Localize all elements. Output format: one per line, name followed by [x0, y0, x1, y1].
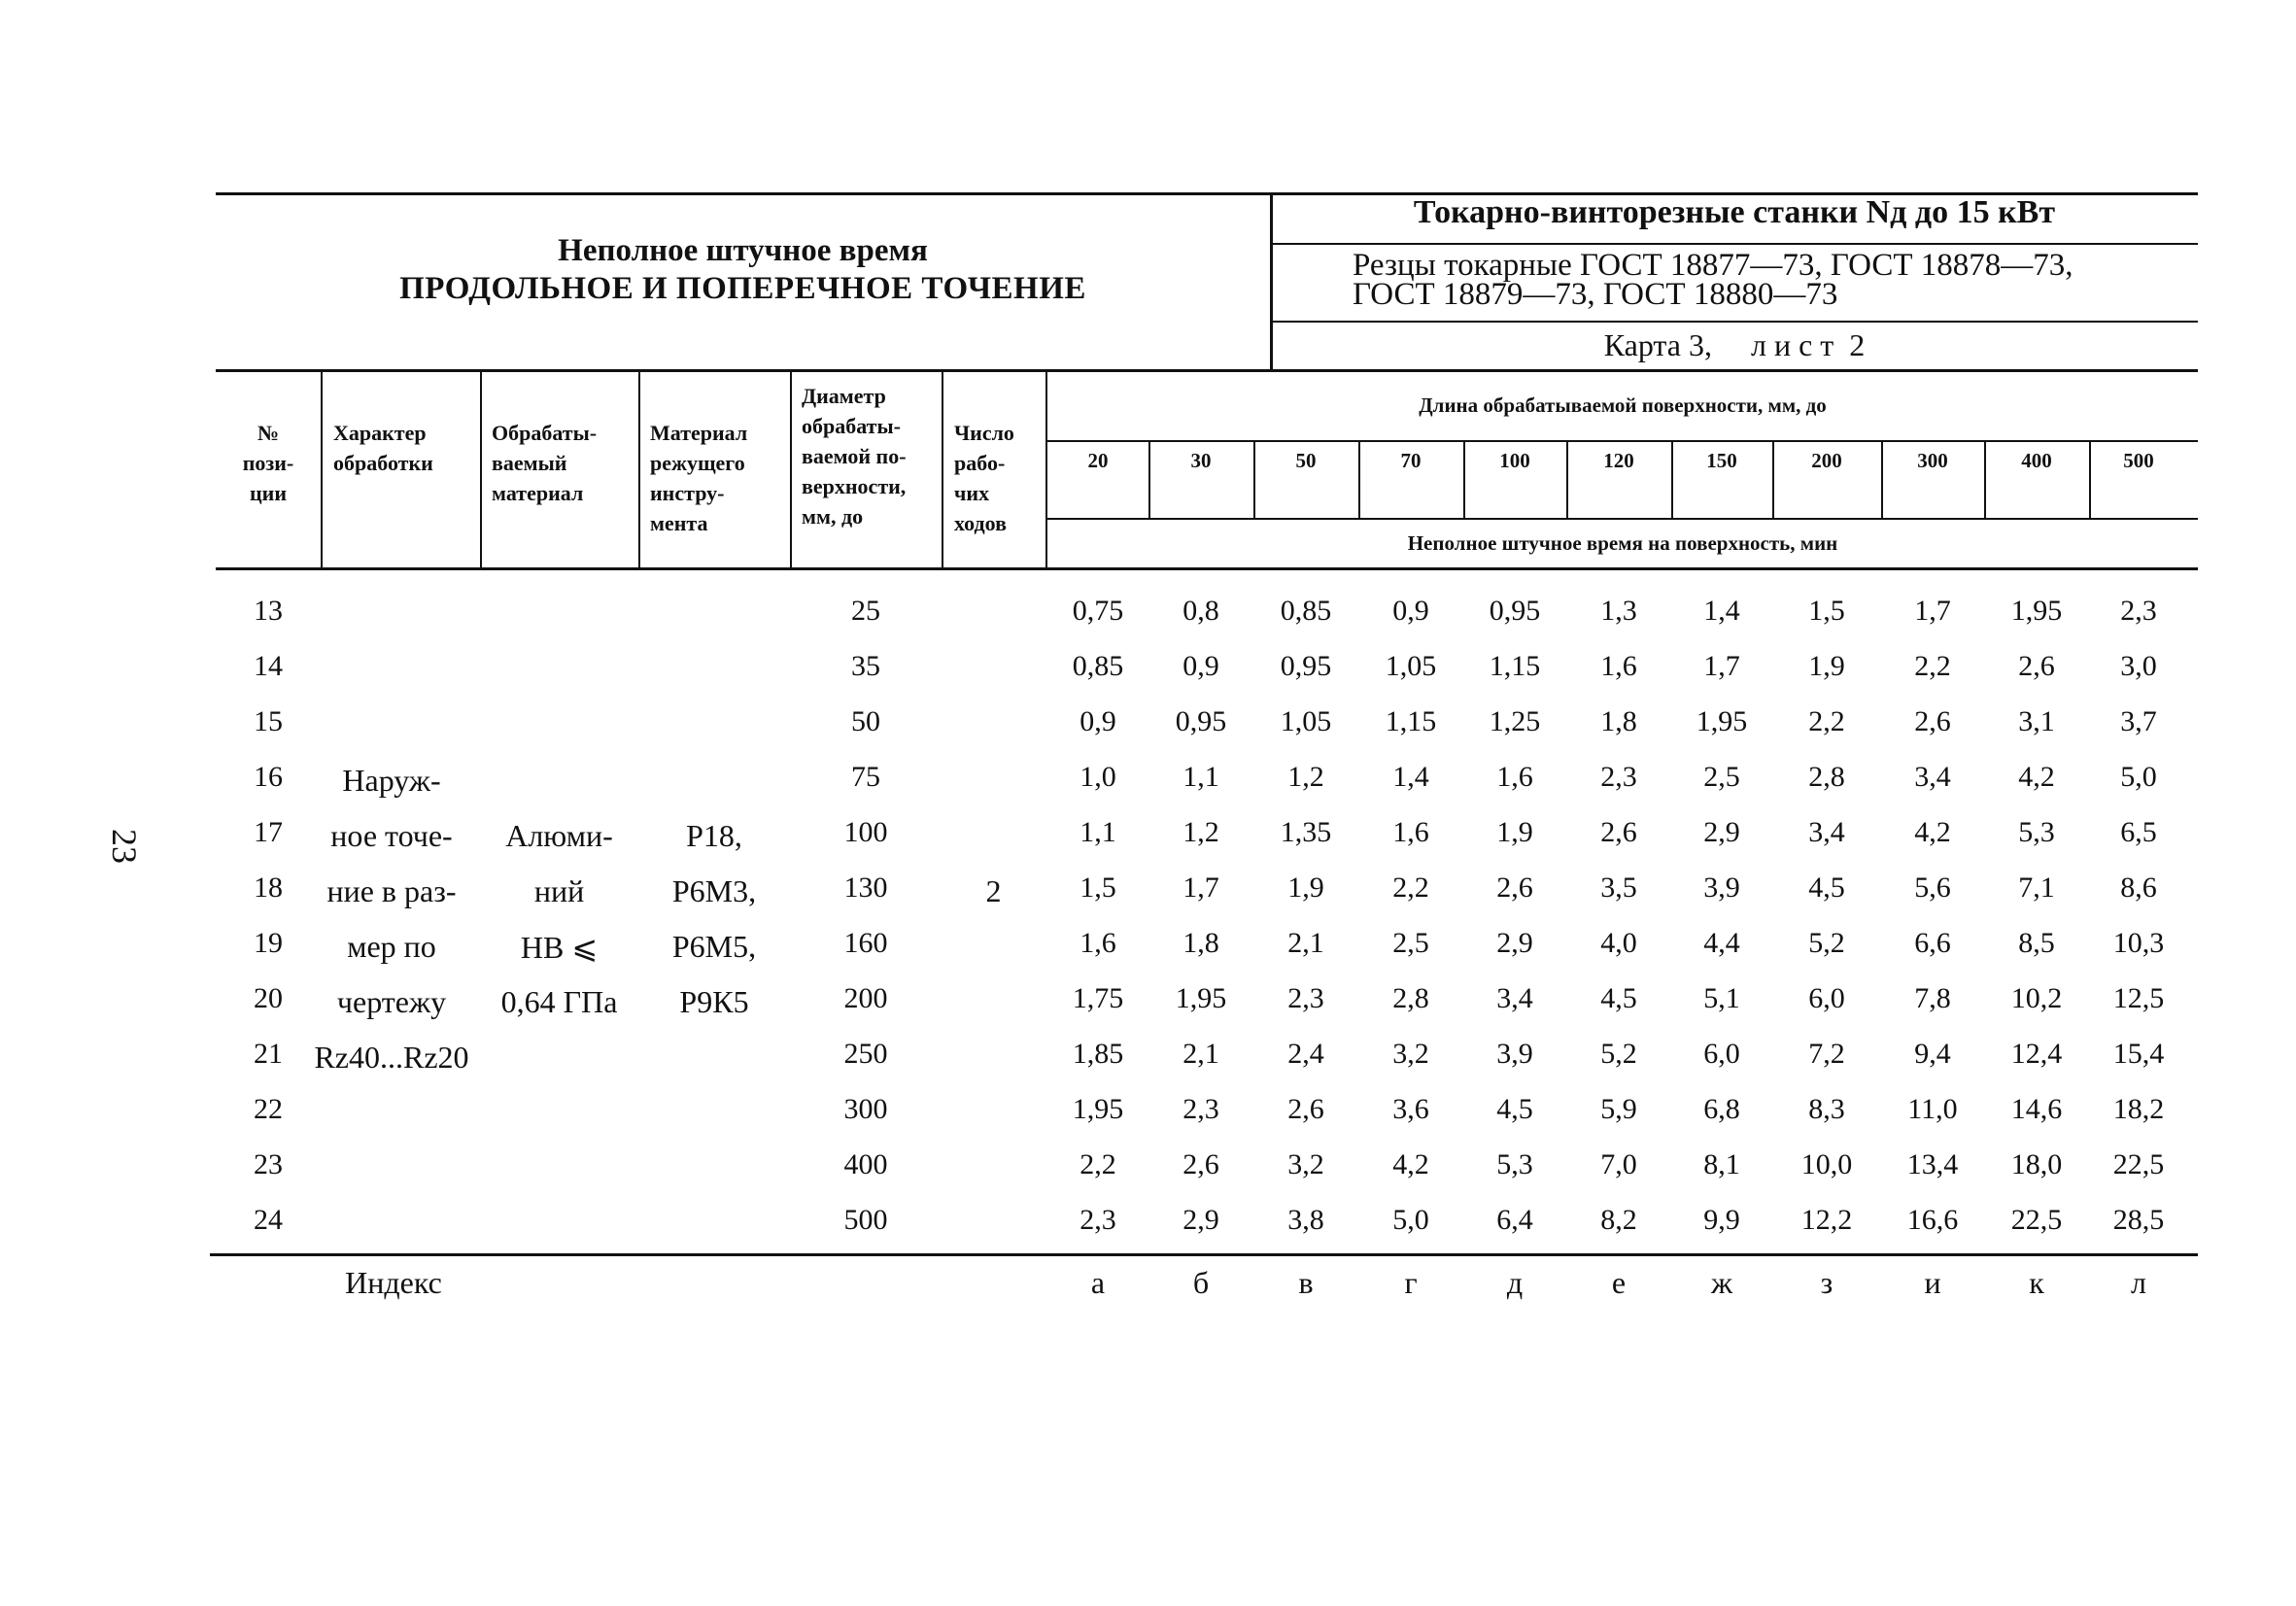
- passes-cell: 2: [985, 873, 1002, 908]
- time-cell: 10,0: [1800, 1148, 1853, 1180]
- time-cell: 1,8: [1600, 705, 1637, 737]
- time-cell: 1,35: [1280, 816, 1332, 848]
- time-cell: 5,3: [2018, 816, 2055, 848]
- time-cell: 15,4: [2112, 1038, 2165, 1070]
- position-cell: 24: [254, 1204, 283, 1236]
- time-cell: 6,4: [1496, 1204, 1533, 1236]
- col-processing: Характер обработки: [333, 421, 433, 475]
- time-cell: 0,95: [1489, 595, 1541, 627]
- time-cell: 1,15: [1489, 650, 1541, 682]
- time-cell: 22,5: [2112, 1148, 2165, 1180]
- diameter-cell: 35: [851, 650, 880, 682]
- index-letter: д: [1506, 1265, 1524, 1300]
- index-letter: ж: [1710, 1265, 1733, 1300]
- position-cell: 18: [254, 871, 283, 904]
- time-cell: 1,6: [1600, 650, 1637, 682]
- index-letter: в: [1298, 1265, 1314, 1300]
- time-cell: 5,3: [1496, 1148, 1533, 1180]
- time-cell: 1,7: [1182, 871, 1219, 904]
- page-number: 23: [105, 829, 144, 864]
- time-cell: 0,75: [1072, 595, 1124, 627]
- diameter-cell: 100: [843, 816, 888, 848]
- length-header: 300: [1917, 449, 1948, 472]
- index-letter: з: [1820, 1265, 1833, 1300]
- length-header: 400: [2021, 449, 2052, 472]
- time-cell: 5,2: [1808, 927, 1845, 959]
- time-cell: 2,6: [1182, 1148, 1219, 1180]
- time-cell: 4,5: [1808, 871, 1845, 904]
- time-cell: 8,2: [1600, 1204, 1637, 1236]
- position-cell: 16: [254, 761, 283, 793]
- time-cell: 4,5: [1496, 1093, 1533, 1125]
- time-cell: 4,2: [1392, 1148, 1429, 1180]
- index-letter: а: [1090, 1265, 1106, 1300]
- time-cell: 1,5: [1808, 595, 1845, 627]
- time-cell: 1,75: [1072, 982, 1124, 1014]
- time-cell: 1,95: [1696, 705, 1748, 737]
- col-sep: [321, 372, 323, 568]
- time-cell: 1,1: [1182, 761, 1219, 793]
- time-cell: 2,6: [1914, 705, 1951, 737]
- tools-line2: ГОСТ 18879—73, ГОСТ 18880—73: [1353, 277, 1838, 312]
- time-cell: 3,2: [1392, 1038, 1429, 1070]
- col-position: № пози- ции: [242, 421, 294, 505]
- time-cell: 3,7: [2120, 705, 2157, 737]
- time-cell: 3,5: [1600, 871, 1637, 904]
- time-cell: 6,5: [2120, 816, 2157, 848]
- time-cell: 1,2: [1287, 761, 1324, 793]
- length-header: 70: [1400, 449, 1422, 472]
- time-cell: 1,95: [2010, 595, 2063, 627]
- diameter-cell: 400: [843, 1148, 888, 1180]
- time-cell: 16,6: [1906, 1204, 1959, 1236]
- time-cell: 1,6: [1079, 927, 1116, 959]
- time-cell: 0,95: [1175, 705, 1227, 737]
- length-header: 120: [1603, 449, 1634, 472]
- time-cell: 8,1: [1703, 1148, 1740, 1180]
- diameter-cell: 50: [851, 705, 880, 737]
- time-cell: 2,2: [1079, 1148, 1116, 1180]
- length-header: 30: [1190, 449, 1212, 472]
- time-cell: 1,3: [1600, 595, 1637, 627]
- diameter-cell: 130: [843, 871, 888, 904]
- index-letter: б: [1192, 1265, 1210, 1300]
- title-line2: ПРОДОЛЬНОЕ И ПОПЕРЕЧНОЕ ТОЧЕНИЕ: [399, 271, 1086, 306]
- time-cell: 10,2: [2010, 982, 2063, 1014]
- time-group-label: Неполное штучное время на поверхность, мин: [1407, 531, 1838, 555]
- material-cell: Алюми- ний HB ⩽ 0,64 ГПа: [500, 818, 618, 1019]
- time-cell: 3,9: [1496, 1038, 1533, 1070]
- diameter-cell: 300: [843, 1093, 888, 1125]
- time-cell: 18,0: [2010, 1148, 2063, 1180]
- length-header: 150: [1706, 449, 1737, 472]
- time-cell: 7,0: [1600, 1148, 1637, 1180]
- col-material: Обрабаты- ваемый материал: [492, 421, 598, 505]
- time-cell: 2,5: [1392, 927, 1429, 959]
- time-cell: 2,1: [1287, 927, 1324, 959]
- time-cell: 2,5: [1703, 761, 1740, 793]
- diameter-cell: 75: [851, 761, 880, 793]
- length-rule-bottom: [1047, 518, 2198, 520]
- time-cell: 2,3: [1287, 982, 1324, 1014]
- position-cell: 15: [254, 705, 283, 737]
- time-cell: 18,2: [2112, 1093, 2165, 1125]
- time-cell: 9,4: [1914, 1038, 1951, 1070]
- length-header: 200: [1811, 449, 1842, 472]
- time-cell: 28,5: [2112, 1204, 2165, 1236]
- length-header: 100: [1499, 449, 1530, 472]
- time-cell: 4,0: [1600, 927, 1637, 959]
- time-cell: 2,6: [1287, 1093, 1324, 1125]
- header-bottom-rule: [216, 369, 2198, 372]
- time-cell: 2,9: [1703, 816, 1740, 848]
- col-sep: [942, 372, 943, 568]
- time-cell: 11,0: [1907, 1093, 1958, 1125]
- diameter-cell: 500: [843, 1204, 888, 1236]
- time-cell: 6,0: [1808, 982, 1845, 1014]
- position-cell: 22: [254, 1093, 283, 1125]
- diameter-cell: 250: [843, 1038, 888, 1070]
- time-cell: 1,05: [1280, 705, 1332, 737]
- time-cell: 0,8: [1182, 595, 1219, 627]
- time-cell: 1,4: [1703, 595, 1740, 627]
- time-cell: 13,4: [1906, 1148, 1959, 1180]
- time-cell: 3,4: [1496, 982, 1533, 1014]
- index-letter: и: [1924, 1265, 1941, 1300]
- time-cell: 3,2: [1287, 1148, 1324, 1180]
- time-cell: 1,85: [1072, 1038, 1124, 1070]
- machine-rule: [1273, 243, 2198, 245]
- col-tool-material: Материал режущего инстру- мента: [650, 421, 748, 535]
- index-letter: к: [2029, 1265, 2044, 1300]
- time-cell: 5,0: [1392, 1204, 1429, 1236]
- index-letter: г: [1404, 1265, 1418, 1300]
- time-cell: 2,2: [1808, 705, 1845, 737]
- tools-line1: Резцы токарные ГОСТ 18877—73, ГОСТ 18878—73,: [1353, 248, 2073, 283]
- time-cell: 1,95: [1175, 982, 1227, 1014]
- length-header: 500: [2123, 449, 2154, 472]
- diameter-cell: 25: [851, 595, 880, 627]
- time-cell: 1,1: [1079, 816, 1116, 848]
- time-cell: 8,5: [2018, 927, 2055, 959]
- col-sep: [790, 372, 792, 568]
- time-cell: 2,6: [1496, 871, 1533, 904]
- time-cell: 0,9: [1182, 650, 1219, 682]
- time-cell: 3,1: [2018, 705, 2055, 737]
- time-cell: 7,8: [1914, 982, 1951, 1014]
- position-cell: 21: [254, 1038, 283, 1070]
- title-block: [216, 233, 1270, 307]
- time-cell: 5,1: [1703, 982, 1740, 1014]
- processing-cell: Наруж- ное точе- ние в раз- мер по чертежу Rz40...Rz20: [314, 763, 469, 1075]
- time-cell: 3,4: [1808, 816, 1845, 848]
- time-cell: 2,9: [1182, 1204, 1219, 1236]
- machine-title: Токарно-винторезные станки Nд до 15 кВт: [1413, 194, 2056, 230]
- time-cell: 1,15: [1385, 705, 1437, 737]
- time-cell: 0,95: [1280, 650, 1332, 682]
- time-cell: 6,8: [1703, 1093, 1740, 1125]
- time-cell: 6,0: [1703, 1038, 1740, 1070]
- time-cell: 4,2: [1914, 816, 1951, 848]
- time-cell: 7,2: [1808, 1038, 1845, 1070]
- time-cell: 1,7: [1914, 595, 1951, 627]
- time-cell: 2,6: [2018, 650, 2055, 682]
- time-cell: 22,5: [2010, 1204, 2063, 1236]
- time-cell: 1,6: [1496, 761, 1533, 793]
- time-cell: 4,2: [2018, 761, 2055, 793]
- time-cell: 2,1: [1182, 1038, 1219, 1070]
- length-header: 20: [1087, 449, 1109, 472]
- time-cell: 2,2: [1392, 871, 1429, 904]
- time-cell: 1,05: [1385, 650, 1437, 682]
- title-line1: Неполное штучное время: [558, 233, 928, 268]
- time-cell: 12,4: [2010, 1038, 2063, 1070]
- length-group-label: Длина обрабатываемой поверхности, мм, до: [1419, 393, 1827, 417]
- time-cell: 7,1: [2018, 871, 2055, 904]
- time-cell: 3,8: [1287, 1204, 1324, 1236]
- time-cell: 2,8: [1392, 982, 1429, 1014]
- time-cell: 0,85: [1072, 650, 1124, 682]
- time-cell: 8,3: [1808, 1093, 1845, 1125]
- time-cell: 1,25: [1489, 705, 1541, 737]
- index-letter: е: [1611, 1265, 1627, 1300]
- time-cell: 2,4: [1287, 1038, 1324, 1070]
- index-letter: л: [2131, 1265, 2146, 1300]
- time-cell: 1,8: [1182, 927, 1219, 959]
- time-cell: 4,4: [1703, 927, 1740, 959]
- time-cell: 1,5: [1079, 871, 1116, 904]
- col-passes: Число рабо- чих ходов: [954, 421, 1014, 535]
- time-cell: 5,0: [2120, 761, 2157, 793]
- time-cell: 1,4: [1392, 761, 1429, 793]
- length-rule-top: [1047, 440, 2198, 442]
- tools-rule: [1273, 321, 2198, 323]
- time-cell: 3,6: [1392, 1093, 1429, 1125]
- time-cell: 12,2: [1800, 1204, 1853, 1236]
- index-label: Индекс: [345, 1265, 442, 1300]
- time-cell: 1,6: [1392, 816, 1429, 848]
- time-cell: 3,0: [2120, 650, 2157, 682]
- time-cell: 12,5: [2112, 982, 2165, 1014]
- columns-bottom-rule: [216, 567, 2198, 570]
- time-cell: 0,9: [1079, 705, 1116, 737]
- tool-material-cell: Р18, Р6М3, Р6М5, Р9К5: [671, 818, 757, 1019]
- time-cell: 4,5: [1600, 982, 1637, 1014]
- time-cell: 2,6: [1600, 816, 1637, 848]
- position-cell: 14: [254, 650, 283, 682]
- time-cell: 5,2: [1600, 1038, 1637, 1070]
- time-cell: 1,95: [1072, 1093, 1124, 1125]
- diameter-cell: 200: [843, 982, 888, 1014]
- time-cell: 2,3: [1182, 1093, 1219, 1125]
- time-cell: 2,8: [1808, 761, 1845, 793]
- time-cell: 1,7: [1703, 650, 1740, 682]
- time-cell: 2,3: [1600, 761, 1637, 793]
- time-cell: 5,6: [1914, 871, 1951, 904]
- time-cell: 10,3: [2112, 927, 2165, 959]
- diameter-cell: 160: [843, 927, 888, 959]
- time-cell: 1,2: [1182, 816, 1219, 848]
- time-cell: 8,6: [2120, 871, 2157, 904]
- position-cell: 13: [254, 595, 283, 627]
- time-cell: 1,0: [1079, 761, 1116, 793]
- position-cell: 23: [254, 1148, 283, 1180]
- time-cell: 2,9: [1496, 927, 1533, 959]
- time-cell: 0,9: [1392, 595, 1429, 627]
- position-cell: 19: [254, 927, 283, 959]
- position-cell: 20: [254, 982, 283, 1014]
- time-cell: 2,3: [1079, 1204, 1116, 1236]
- col-sep: [638, 372, 640, 568]
- time-cell: 0,85: [1280, 595, 1332, 627]
- time-cell: 1,9: [1808, 650, 1845, 682]
- card-label: Карта 3, л и с т 2: [1603, 327, 1866, 362]
- time-cell: 2,2: [1914, 650, 1951, 682]
- time-cell: 6,6: [1914, 927, 1951, 959]
- col-diameter: Диаметр обрабаты- ваемой по- верхности, мм, до: [802, 384, 907, 529]
- tools-text: [1353, 248, 2208, 312]
- length-header: 50: [1295, 449, 1317, 472]
- time-cell: 14,6: [2010, 1093, 2063, 1125]
- time-cell: 3,4: [1914, 761, 1951, 793]
- col-sep: [480, 372, 482, 568]
- table-bottom-rule: [210, 1253, 2198, 1256]
- time-cell: 3,9: [1703, 871, 1740, 904]
- time-cell: 2,3: [2120, 595, 2157, 627]
- time-cell: 5,9: [1600, 1093, 1637, 1125]
- time-cell: 1,9: [1287, 871, 1324, 904]
- position-cell: 17: [254, 816, 283, 848]
- time-cell: 9,9: [1703, 1204, 1740, 1236]
- time-cell: 1,9: [1496, 816, 1533, 848]
